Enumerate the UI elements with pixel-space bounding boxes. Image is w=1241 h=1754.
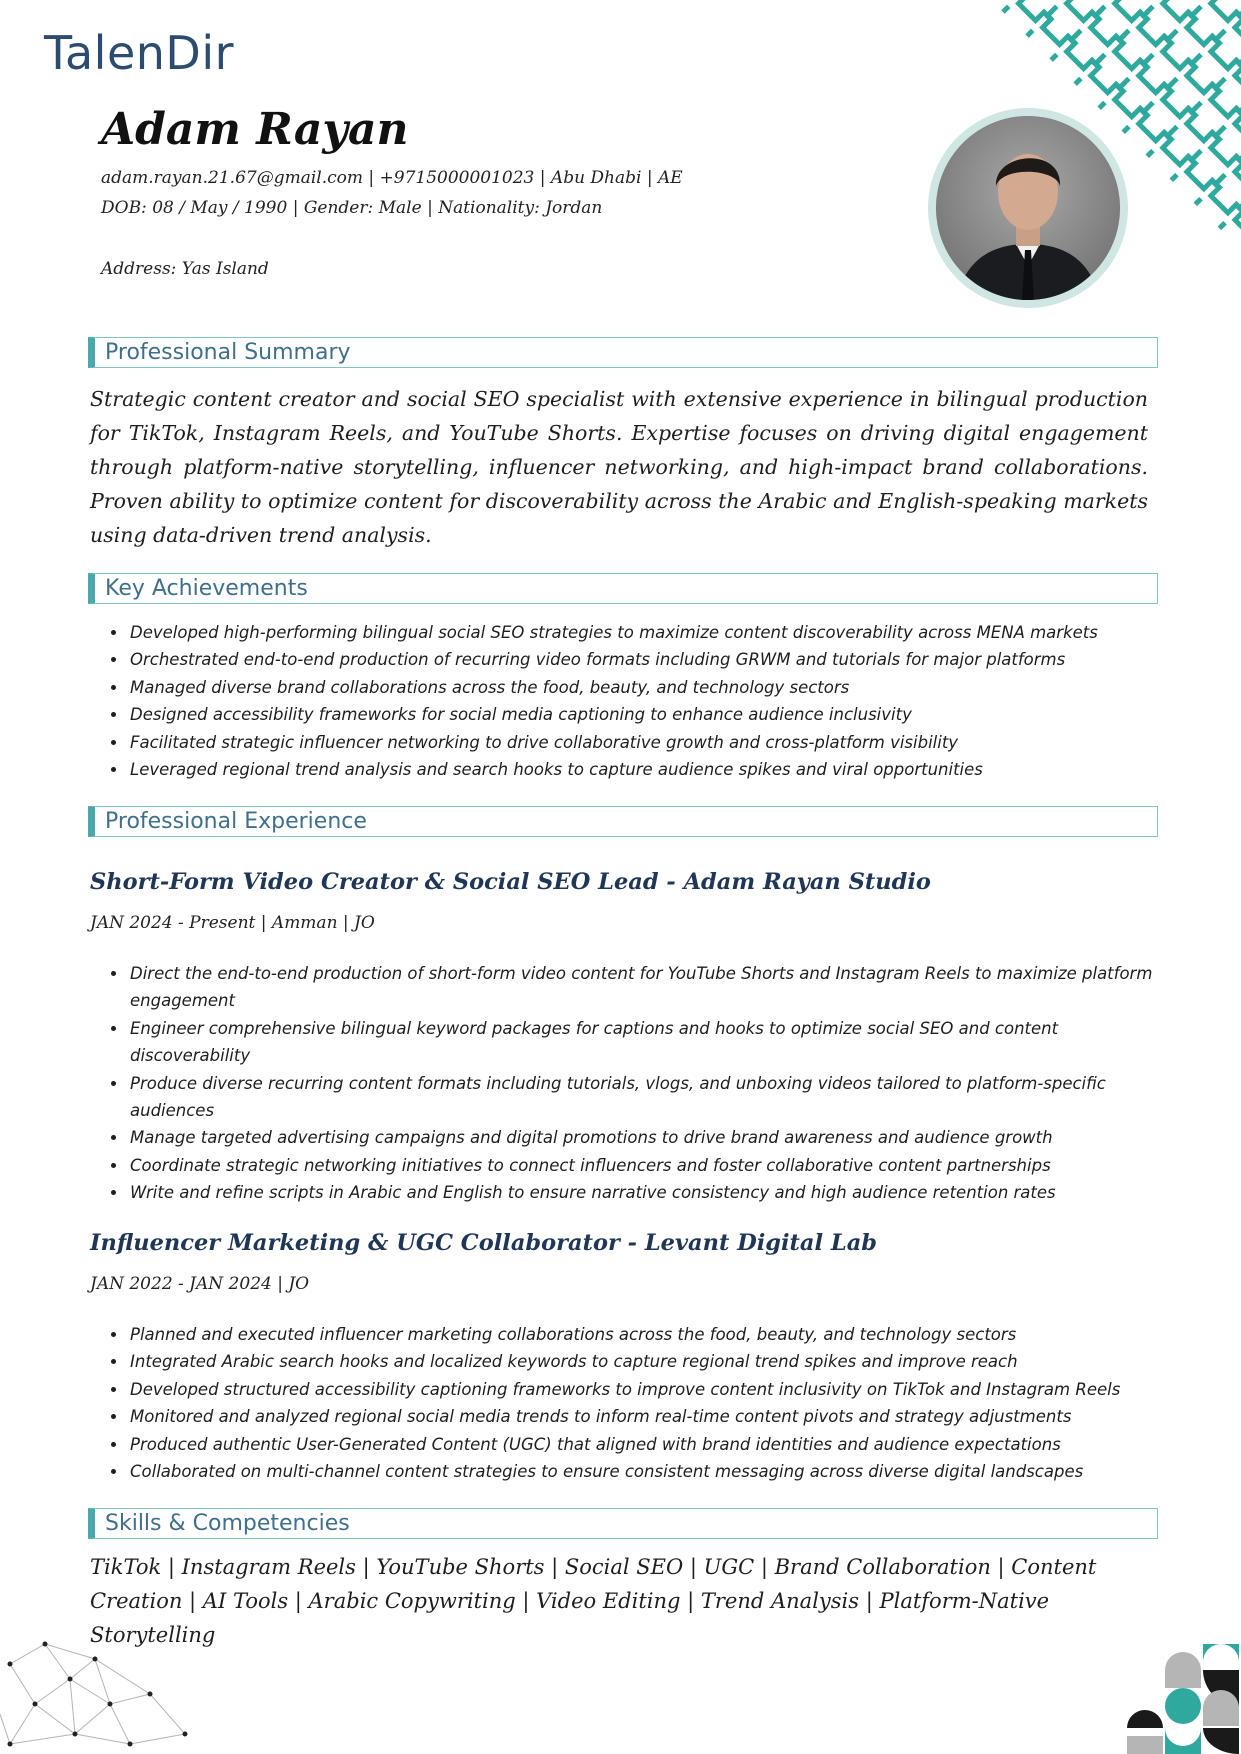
job-title-levant-digital-lab: Influencer Marketing & UGC Collaborator - Levant Digital Lab <box>90 1230 878 1256</box>
achievements-list <box>108 619 1168 783</box>
list-item: • Engineer comprehensive bilingual keyword packages for captions and hooks to optimize social SEO and content discoverability <box>128 1015 1168 1070</box>
skills-text: TikTok | Instagram Reels | YouTube Shorts | Social SEO | UGC | Brand Collaboration | Content Creation | AI Tools | Arabic Copywriting | Video Editing | Trend Analysis | Platform-Native Storytelling <box>90 1555 1097 1647</box>
profile-photo <box>928 108 1128 308</box>
candidate-name: Adam Rayan <box>101 104 409 155</box>
list-item: • Produce diverse recurring content formats including tutorials, vlogs, and unboxing videos tailored to platform-specific audiences <box>128 1070 1168 1125</box>
list-item: • Write and refine scripts in Arabic and English to ensure narrative consistency and high audience retention rates <box>128 1179 1168 1206</box>
list-item: • Produced authentic User-Generated Content (UGC) that aligned with brand identities and audience expectations <box>128 1431 1168 1458</box>
job-meta-adam-rayan-studio: JAN 2024 - Present | Amman | JO <box>90 913 375 933</box>
section-header-professional-experience <box>88 806 1158 837</box>
list-item: • Manage targeted advertising campaigns and digital promotions to drive brand awareness and audience growth <box>128 1124 1168 1151</box>
job-bullets-adam-rayan-studio <box>108 960 1168 1207</box>
list-item: • Orchestrated end-to-end production of recurring video formats including GRWM and tutorials for major platforms <box>128 646 1168 673</box>
section-title: Professional Experience <box>105 809 367 834</box>
job-bullets-levant-digital-lab <box>108 1321 1168 1485</box>
section-title: Key Achievements <box>105 576 308 601</box>
section-title: Professional Summary <box>105 340 351 365</box>
list-item: • Direct the end-to-end production of short-form video content for YouTube Shorts and Instagram Reels to maximize platform engagement <box>128 960 1168 1015</box>
section-header-key-achievements <box>88 573 1158 604</box>
summary-text: Strategic content creator and social SEO specialist with extensive experience in bilingual production for TikTok, Instagram Reels, and YouTube Shorts. Expertise focuses on driving digital engagement through platform-native storytelling, influencer networking, and high-impact brand collaborations. Proven ability to optimize content for discoverability across the Arabic and English-speaking markets using data-driven trend analysis. <box>90 387 1148 547</box>
list-item: • Developed high-performing bilingual social SEO strategies to maximize content discoverability across MENA markets <box>128 619 1168 646</box>
list-item: • Planned and executed influencer marketing collaborations across the food, beauty, and technology sectors <box>128 1321 1168 1348</box>
section-title: Skills & Competencies <box>105 1511 350 1536</box>
job-meta-levant-digital-lab: JAN 2022 - JAN 2024 | JO <box>90 1274 310 1294</box>
list-item: • Integrated Arabic search hooks and localized keywords to capture regional trend spikes and improve reach <box>128 1348 1168 1375</box>
list-item: • Collaborated on multi-channel content strategies to ensure consistent messaging across diverse digital landscapes <box>128 1458 1168 1485</box>
list-item: • Facilitated strategic influencer networking to drive collaborative growth and cross-platform visibility <box>128 729 1168 756</box>
list-item: • Monitored and analyzed regional social media trends to inform real-time content pivots and strategy adjustments <box>128 1403 1168 1430</box>
contact-address: Address: Yas Island <box>101 259 269 279</box>
list-item: • Coordinate strategic networking initiatives to connect influencers and foster collaborative content partnerships <box>128 1152 1168 1179</box>
section-header-professional-summary <box>88 337 1158 368</box>
job-title-adam-rayan-studio: Short-Form Video Creator & Social SEO Lead - Adam Rayan Studio <box>90 869 931 895</box>
contact-line-email-phone: adam.rayan.21.67@gmail.com | +9715000001023 | Abu Dhabi | AE <box>101 168 683 188</box>
circle-pattern-bottom-right <box>1121 1644 1241 1754</box>
list-item: • Developed structured accessibility captioning frameworks to improve content inclusivity on TikTok and Instagram Reels <box>128 1376 1168 1403</box>
brand-logo: TalenDir <box>44 26 235 80</box>
list-item: • Managed diverse brand collaborations across the food, beauty, and technology sectors <box>128 674 1168 701</box>
contact-line-personal: DOB: 08 / May / 1990 | Gender: Male | Nationality: Jordan <box>101 198 603 218</box>
section-header-skills-competencies <box>88 1508 1158 1539</box>
list-item: • Designed accessibility frameworks for social media captioning to enhance audience inclusivity <box>128 701 1168 728</box>
avatar <box>936 116 1120 300</box>
list-item: • Leveraged regional trend analysis and search hooks to capture audience spikes and viral opportunities <box>128 756 1168 783</box>
network-pattern-bottom-left <box>0 1634 200 1754</box>
